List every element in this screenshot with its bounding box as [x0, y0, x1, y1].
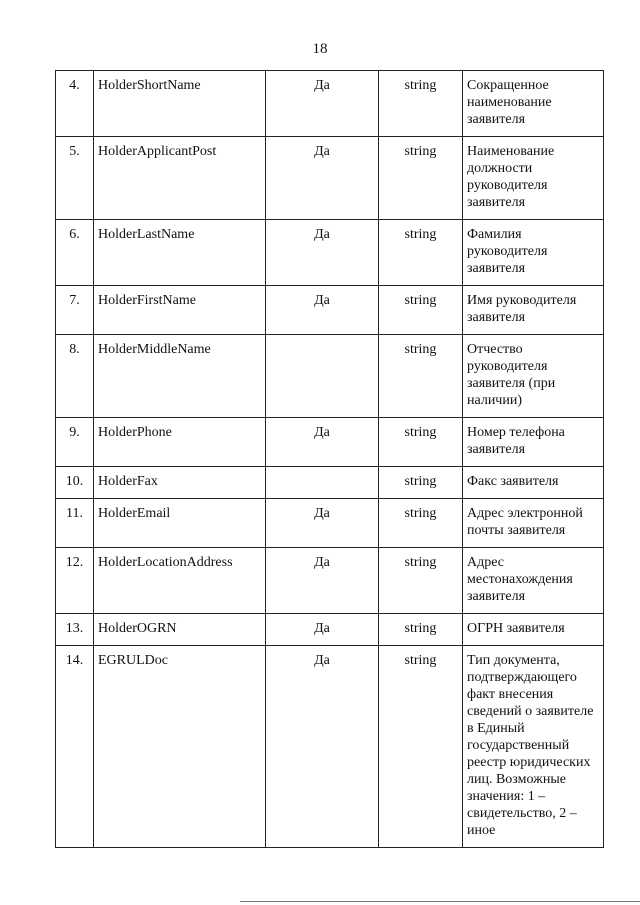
field-type: string: [379, 137, 463, 220]
field-required: Да: [266, 71, 379, 137]
field-type: string: [379, 418, 463, 467]
table-row: [56, 646, 604, 848]
row-number: 8.: [56, 335, 94, 418]
field-type: string: [379, 71, 463, 137]
row-number: 5.: [56, 137, 94, 220]
table-row: [56, 499, 604, 548]
field-description: Отчество руководителя заявителя (при наличии): [463, 335, 604, 418]
table-row: [56, 220, 604, 286]
field-required: Да: [266, 418, 379, 467]
field-type: string: [379, 499, 463, 548]
field-required: Да: [266, 548, 379, 614]
field-required: Да: [266, 286, 379, 335]
field-description: ОГРН заявителя: [463, 614, 604, 646]
row-number: 9.: [56, 418, 94, 467]
field-name: HolderEmail: [94, 499, 266, 548]
field-description: Адрес местонахождения заявителя: [463, 548, 604, 614]
row-number: 6.: [56, 220, 94, 286]
row-number: 11.: [56, 499, 94, 548]
field-description: Имя руководителя заявителя: [463, 286, 604, 335]
field-name: HolderPhone: [94, 418, 266, 467]
field-description: Наименование должности руководителя заявителя: [463, 137, 604, 220]
field-name: HolderApplicantPost: [94, 137, 266, 220]
table-row: [56, 137, 604, 220]
field-required: [266, 335, 379, 418]
row-number: 12.: [56, 548, 94, 614]
field-description: Номер телефона заявителя: [463, 418, 604, 467]
field-required: Да: [266, 499, 379, 548]
field-type: string: [379, 614, 463, 646]
field-type: string: [379, 220, 463, 286]
field-name: EGRULDoc: [94, 646, 266, 848]
row-number: 10.: [56, 467, 94, 499]
table-row: [56, 335, 604, 418]
field-description: Адрес электронной почты заявителя: [463, 499, 604, 548]
row-number: 13.: [56, 614, 94, 646]
field-name: HolderOGRN: [94, 614, 266, 646]
field-required: [266, 467, 379, 499]
row-number: 14.: [56, 646, 94, 848]
field-type: string: [379, 646, 463, 848]
field-name: HolderFirstName: [94, 286, 266, 335]
field-type: string: [379, 286, 463, 335]
table-row: [56, 614, 604, 646]
field-description: Факс заявителя: [463, 467, 604, 499]
field-description: Фамилия руководителя заявителя: [463, 220, 604, 286]
field-name: HolderLastName: [94, 220, 266, 286]
field-required: Да: [266, 614, 379, 646]
table-row: [56, 286, 604, 335]
fields-table: [55, 70, 604, 848]
table-row: [56, 418, 604, 467]
field-type: string: [379, 467, 463, 499]
table-row: [56, 548, 604, 614]
field-required: Да: [266, 220, 379, 286]
field-description: Тип документа, подтверждающего факт внесения сведений о заявителе в Единый государственный реестр юридических лиц. Возможные значения: 1 – свидетельство, 2 – иное: [463, 646, 604, 848]
field-name: HolderMiddleName: [94, 335, 266, 418]
table-row: [56, 467, 604, 499]
field-type: string: [379, 548, 463, 614]
page-number: 18: [312, 41, 328, 57]
table-row: [56, 71, 604, 137]
row-number: 7.: [56, 286, 94, 335]
field-required: Да: [266, 137, 379, 220]
field-type: string: [379, 335, 463, 418]
field-name: HolderShortName: [94, 71, 266, 137]
page-bottom-rule: [240, 901, 640, 902]
field-name: HolderLocationAddress: [94, 548, 266, 614]
field-name: HolderFax: [94, 467, 266, 499]
field-description: Сокращенное наименование заявителя: [463, 71, 604, 137]
row-number: 4.: [56, 71, 94, 137]
field-required: Да: [266, 646, 379, 848]
